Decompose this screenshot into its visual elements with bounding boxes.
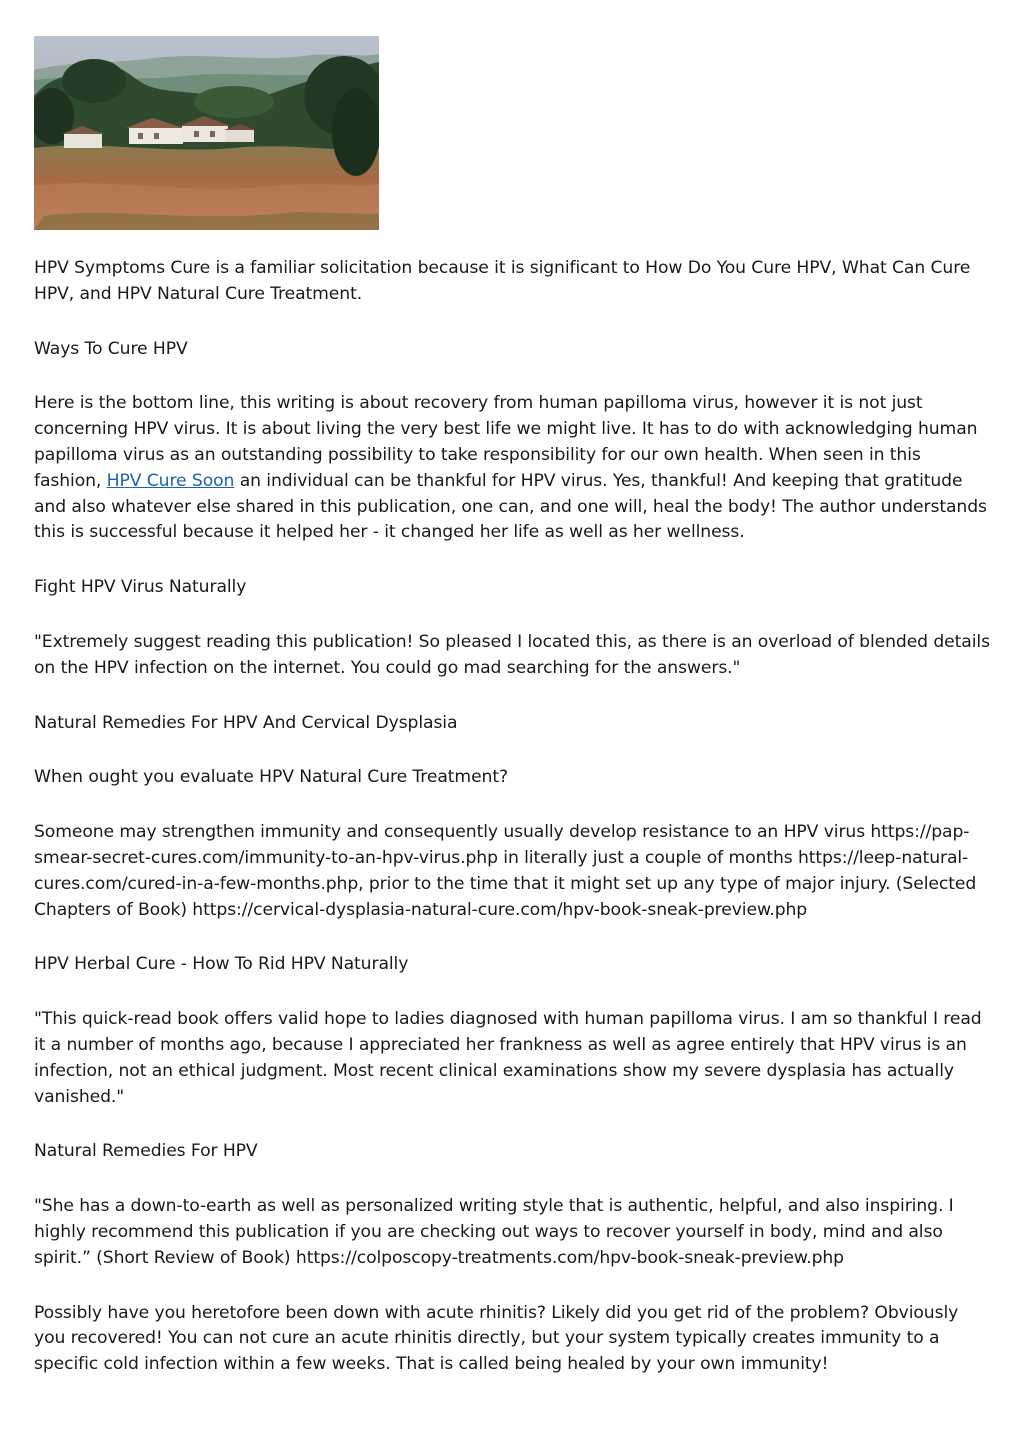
body-paragraph-acute-rhinitis: Possibly have you heretofore been down with acute rhinitis? Likely did you get rid of the problem? Obviously you recovered! You can not cure an acute rhinitis directly, but your system typically creates immunity to a specific cold infection within a few weeks. That is called being healed by your own immunity! [34, 1302, 959, 1375]
paragraph-text-after-link: an individual can be thankful for HPV virus. Yes, thankful! And keeping that gratitude and also whatever else shared in this publication, one can, and one will, heal the body! The author understands this is successful because it helped her - it changed her life as well as her wellness. [34, 470, 987, 543]
body-paragraph-bottom-line [34, 391, 992, 546]
section-heading-natural-remedies: Natural Remedies For HPV [34, 1141, 258, 1162]
question-line: When ought you evaluate HPV Natural Cure Treatment? [34, 767, 508, 788]
landscape-painting-image [34, 36, 379, 230]
section-heading-herbal-cure: HPV Herbal Cure - How To Rid HPV Naturally [34, 954, 409, 975]
section-heading-natural-remedies-dysplasia: Natural Remedies For HPV And Cervical Dysplasia [34, 712, 458, 733]
testimonial-quote-1: "Extremely suggest reading this publication! So pleased I located this, as there is an overload of blended details on the HPV infection on the internet. You could go mad searching for the answers." [34, 631, 990, 678]
body-paragraph-immunity: Someone may strengthen immunity and consequently usually develop resistance to an HPV virus https://pap-smear-secret-cures.com/immunity-to-an-hpv-virus.php in literally just a couple of months https://leep-natural-cures.com/cured-in-a-few-months.php, prior to the time that it might set up any type of major injury. (Selected Chapters of Book) https://cervical-dysplasia-natural-cure.com/hpv-book-sneak-preview.php [34, 822, 977, 920]
section-heading-fight-hpv: Fight HPV Virus Naturally [34, 577, 247, 598]
document-body [34, 36, 992, 1407]
section-heading-ways-to-cure: Ways To Cure HPV [34, 338, 188, 359]
testimonial-quote-3: "She has a down-to-earth as well as personalized writing style that is authentic, helpful, and also inspiring. I highly recommend this publication if you are checking out ways to recover yourself in body, mind and also spirit.” (Short Review of Book) https://colposcopy-treatments.com/hpv-book-sneak-preview.php [34, 1196, 954, 1268]
testimonial-quote-2: "This quick-read book offers valid hope to ladies diagnosed with human papilloma virus. I am so thankful I read it a number of months ago, because I appreciated her frankness as well as agree entirely that HPV virus is an infection, not an ethical judgment. Most recent clinical examinations show my severe dysplasia has actually vanished." [34, 1009, 982, 1107]
intro-paragraph: HPV Symptoms Cure is a familiar solicitation because it is significant to How Do You Cure HPV, What Can Cure HPV, and HPV Natural Cure Treatment. [34, 258, 971, 304]
hpv-cure-soon-link[interactable]: HPV Cure Soon [106, 470, 235, 491]
paragraph-text-before-link: Here is the bottom line, this writing is about recovery from human papilloma virus, however it is not just concerning HPV virus. It is about living the very best life we might live. It has to do with acknowledging human papilloma virus as an outstanding possibility to take responsibility for our own health. When seen in this fashion, [34, 393, 978, 491]
